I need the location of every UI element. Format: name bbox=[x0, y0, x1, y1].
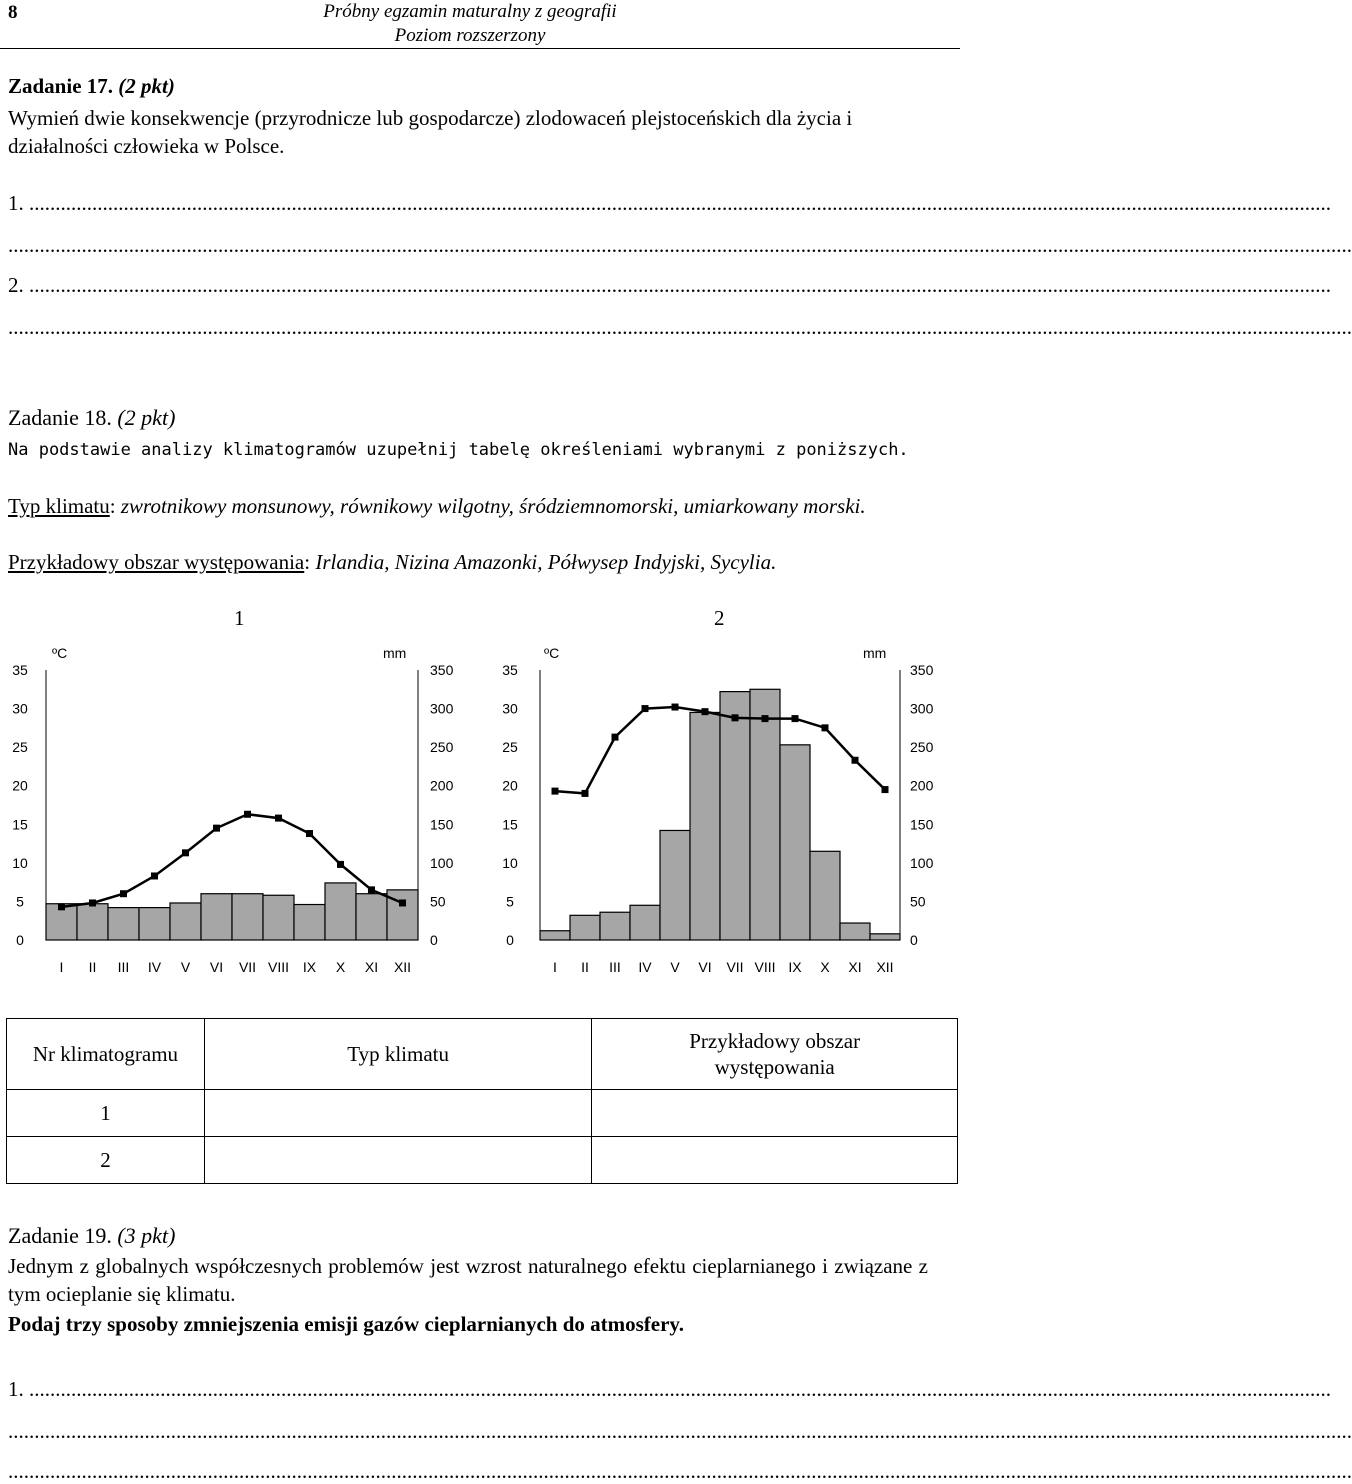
chart2-temp-point bbox=[552, 788, 559, 795]
chart1-precip-bar bbox=[77, 904, 108, 940]
chart2-ytick-right: 50 bbox=[910, 893, 926, 910]
chart1-ytick-right: 250 bbox=[430, 739, 454, 756]
chart1-ytick-right: 0 bbox=[430, 932, 438, 948]
climatograms bbox=[0, 630, 960, 990]
header-title-line2: Poziom rozszerzony bbox=[394, 25, 546, 46]
chart2-month-label: VI bbox=[698, 959, 712, 975]
task18-heading bbox=[8, 404, 928, 432]
chart1-ytick-right: 200 bbox=[430, 777, 454, 794]
task19-question: Podaj trzy sposoby zmniejszenia emisji gazów cieplarnianych do atmosfery. bbox=[8, 1312, 685, 1336]
chart2-number: 2 bbox=[714, 606, 725, 630]
chart2-month-label: IX bbox=[788, 959, 802, 975]
chart1-ytick-right: 350 bbox=[430, 662, 454, 678]
chart2-precip-bar bbox=[600, 912, 630, 940]
table-row1-climate-input[interactable] bbox=[204, 1090, 592, 1137]
table-row2-area-input[interactable] bbox=[592, 1137, 958, 1184]
chart1-precip-bar bbox=[201, 894, 232, 940]
table-row bbox=[7, 1137, 958, 1184]
chart2-precip-bar bbox=[540, 931, 570, 940]
table-row1-nr: 1 bbox=[7, 1090, 205, 1137]
chart2-ytick-left: 10 bbox=[502, 854, 518, 871]
chart2-temp-point bbox=[582, 790, 589, 797]
chart2-precip-bar bbox=[870, 934, 900, 940]
chart1-ytick-left: 5 bbox=[16, 893, 24, 910]
chart2-month-label: VIII bbox=[754, 959, 776, 975]
chart1-precip-bar bbox=[108, 908, 139, 940]
task18-instruction: Na podstawie analizy klimatogramów uzupełnij tabelę określeniami wybranymi z poniższych. bbox=[8, 440, 909, 460]
chart2-month-label: VII bbox=[726, 959, 744, 975]
table-row bbox=[7, 1090, 958, 1137]
chart2-precip-bar bbox=[630, 905, 660, 940]
area-options: Irlandia, Nizina Amazonki, Półwysep Indyjski, Sycylia. bbox=[315, 550, 777, 574]
climate-label: Typ klimatu bbox=[8, 494, 110, 518]
chart2-temp-point bbox=[822, 724, 829, 731]
chart2-ytick-left: 0 bbox=[506, 932, 514, 948]
table-header-area: Przykładowy obszar występowania bbox=[592, 1019, 958, 1090]
chart1-precip-bar bbox=[139, 908, 170, 940]
chart2-temp-point bbox=[672, 704, 679, 711]
task19-answer-line3[interactable]: ................................................................................................................................................................................................................................................................ bbox=[8, 1459, 1352, 1483]
chart1-month-label: XII bbox=[393, 959, 412, 975]
header-title-line1: Próbny egzamin maturalny z geografii bbox=[323, 1, 617, 22]
chart2-temp-point bbox=[612, 734, 619, 741]
chart2-month-label: III bbox=[609, 959, 621, 975]
chart2-temp-point bbox=[882, 786, 889, 793]
task18-climate-options-line: Typ klimatu: zwrotnikowy monsunowy, równikowy wilgotny, śródziemnomorski, umiarkowany morski. bbox=[8, 494, 866, 518]
chart1-month-label: VIII bbox=[267, 959, 290, 975]
task17-answer2-line2[interactable]: ................................................................................................................................................................................................................................................................ bbox=[8, 315, 1352, 339]
chart1-temp-point bbox=[58, 903, 65, 910]
chart2-unit-right: mm bbox=[863, 645, 887, 661]
task18-title: Zadanie 18. bbox=[8, 405, 112, 430]
chart2-month-label: IV bbox=[638, 959, 652, 975]
chart2-temp-point bbox=[852, 757, 859, 764]
table-header-row bbox=[7, 1019, 958, 1090]
chart1-month-label: IX bbox=[302, 959, 317, 975]
task17-answer1-line2[interactable]: ................................................................................................................................................................................................................................................................ bbox=[8, 233, 1352, 257]
table-header-nr: Nr klimatogramu bbox=[7, 1019, 205, 1090]
task19-points: (3 pkt) bbox=[117, 1223, 176, 1248]
chart1-ytick-left: 20 bbox=[12, 777, 28, 794]
chart1-temp-point bbox=[213, 825, 220, 832]
header-title bbox=[300, 0, 640, 48]
chart2-ytick-right: 350 bbox=[910, 662, 934, 678]
chart1-precip-bar bbox=[232, 894, 263, 940]
chart1-month-label: XI bbox=[364, 959, 379, 975]
chart2-precip-bar bbox=[690, 712, 720, 940]
chart1-month-label: VI bbox=[209, 959, 224, 975]
chart2-precip-bar bbox=[810, 851, 840, 940]
chart1-temp-point bbox=[89, 899, 96, 906]
chart1-temp-point bbox=[306, 830, 313, 837]
chart2-temp-point bbox=[792, 715, 799, 722]
chart2-ytick-left: 15 bbox=[502, 816, 518, 833]
chart1-temp-point bbox=[275, 815, 282, 822]
chart1-unit-right: mm bbox=[383, 645, 407, 661]
chart1-precip-bar bbox=[294, 905, 325, 940]
chart1-ytick-left: 30 bbox=[12, 700, 28, 717]
task19-title: Zadanie 19. bbox=[8, 1223, 112, 1248]
task18-area-options-line: Przykładowy obszar występowania: Irlandia, Nizina Amazonki, Półwysep Indyjski, Sycylia. bbox=[8, 550, 777, 574]
chart1-temp-point bbox=[151, 872, 158, 879]
task17-answer2-line1[interactable]: 2. ........................................................................................................................................................................................................................................................ bbox=[8, 273, 1331, 297]
chart2-precip-bar bbox=[660, 830, 690, 940]
chart2-ytick-right: 100 bbox=[910, 854, 934, 871]
table-row1-area-input[interactable] bbox=[592, 1090, 958, 1137]
chart1-temp-point bbox=[120, 890, 127, 897]
chart2-month-label: XII bbox=[876, 959, 894, 975]
chart1-ytick-right: 300 bbox=[430, 700, 454, 717]
chart1-temp-point bbox=[244, 811, 251, 818]
chart2-ytick-left: 5 bbox=[506, 893, 514, 910]
task19-text: Jednym z globalnych współczesnych problemów jest wzrost naturalnego efektu cieplarnianego i związane z tym ocieplanie się klimatu. bbox=[8, 1254, 928, 1306]
chart2-temp-point bbox=[762, 715, 769, 722]
chart2-unit-left: ºC bbox=[544, 645, 560, 661]
chart1-precip-bar bbox=[325, 883, 356, 940]
chart2-ytick-left: 20 bbox=[502, 777, 518, 794]
chart2-month-label: II bbox=[581, 959, 589, 975]
chart1-month-label: I bbox=[59, 959, 64, 975]
chart2-month-label: I bbox=[553, 959, 557, 975]
chart2-ytick-right: 300 bbox=[910, 700, 934, 717]
task17-points: (2 pkt) bbox=[118, 74, 175, 98]
chart2-ytick-right: 150 bbox=[910, 816, 934, 833]
chart1-temp-point bbox=[368, 886, 375, 893]
chart2-temp-point bbox=[702, 708, 709, 715]
chart1-month-label: II bbox=[88, 959, 97, 975]
chart1-ytick-right: 150 bbox=[430, 816, 454, 833]
chart2-temp-point bbox=[732, 714, 739, 721]
chart1-ytick-left: 35 bbox=[12, 662, 28, 678]
area-label: Przykładowy obszar występowania bbox=[8, 550, 305, 574]
chart2-precip-bar bbox=[570, 915, 600, 940]
chart1-month-label: VII bbox=[238, 959, 257, 975]
chart1-temp-point bbox=[182, 849, 189, 856]
chart1-temp-point bbox=[337, 861, 344, 868]
chart2-ytick-right: 0 bbox=[910, 932, 918, 948]
climate-options: zwrotnikowy monsunowy, równikowy wilgotny, śródziemnomorski, umiarkowany morski. bbox=[120, 494, 866, 518]
chart1-ytick-right: 100 bbox=[430, 854, 454, 871]
chart2-ytick-right: 250 bbox=[910, 739, 934, 756]
chart2-ytick-left: 35 bbox=[502, 662, 518, 678]
chart2-month-label: V bbox=[670, 959, 680, 975]
chart1-precip-bar bbox=[263, 895, 294, 940]
chart1-ytick-right: 50 bbox=[430, 893, 446, 910]
task17-answer1-line1[interactable]: 1. ........................................................................................................................................................................................................................................................ bbox=[8, 191, 1331, 215]
task17-question: Wymień dwie konsekwencje (przyrodnicze lub gospodarcze) zlodowaceń plejstoceńskich dla życia i działalności człowieka w Polsce. bbox=[8, 106, 853, 158]
task19-answer1-line1[interactable]: 1. ........................................................................................................................................................................................................................................................ bbox=[8, 1377, 1331, 1401]
page-number: 8 bbox=[8, 2, 18, 23]
chart1-month-label: V bbox=[180, 959, 191, 975]
task17-heading bbox=[8, 72, 928, 100]
task18-points: (2 pkt) bbox=[117, 405, 176, 430]
page-header bbox=[0, 0, 960, 49]
chart1-ytick-left: 0 bbox=[16, 932, 24, 948]
chart1-month-label: X bbox=[335, 959, 346, 975]
chart1-ytick-left: 15 bbox=[12, 816, 28, 833]
chart2-ytick-right: 200 bbox=[910, 777, 934, 794]
table-row2-climate-input[interactable] bbox=[204, 1137, 592, 1184]
chart2-ytick-left: 25 bbox=[502, 739, 518, 756]
table-row2-nr: 2 bbox=[7, 1137, 205, 1184]
chart2-precip-bar bbox=[780, 745, 810, 940]
chart1-precip-bar bbox=[356, 894, 387, 940]
chart2-temp-point bbox=[642, 705, 649, 712]
chart1-precip-bar bbox=[170, 903, 201, 940]
chart1-temp-point bbox=[399, 899, 406, 906]
chart2-precip-bar bbox=[750, 689, 780, 940]
chart1-number: 1 bbox=[234, 606, 245, 630]
chart2-month-label: X bbox=[820, 959, 830, 975]
chart2-month-label: XI bbox=[848, 959, 862, 975]
chart1-ytick-left: 25 bbox=[12, 739, 28, 756]
chart2-ytick-left: 30 bbox=[502, 700, 518, 717]
chart1-unit-left: ºC bbox=[52, 645, 68, 661]
task19-heading bbox=[8, 1222, 928, 1250]
chart2-precip-bar bbox=[840, 923, 870, 940]
chart2-precip-bar bbox=[720, 692, 750, 940]
chart1-month-label: III bbox=[117, 959, 130, 975]
chart1-month-label: IV bbox=[147, 959, 162, 975]
task17-title: Zadanie 17. bbox=[8, 74, 114, 98]
chart1-ytick-left: 10 bbox=[12, 854, 28, 871]
table-header-climate: Typ klimatu bbox=[204, 1019, 592, 1090]
answer-table bbox=[6, 1018, 958, 1184]
task19-answer1-line2[interactable]: ................................................................................................................................................................................................................................................................ bbox=[8, 1419, 1352, 1443]
